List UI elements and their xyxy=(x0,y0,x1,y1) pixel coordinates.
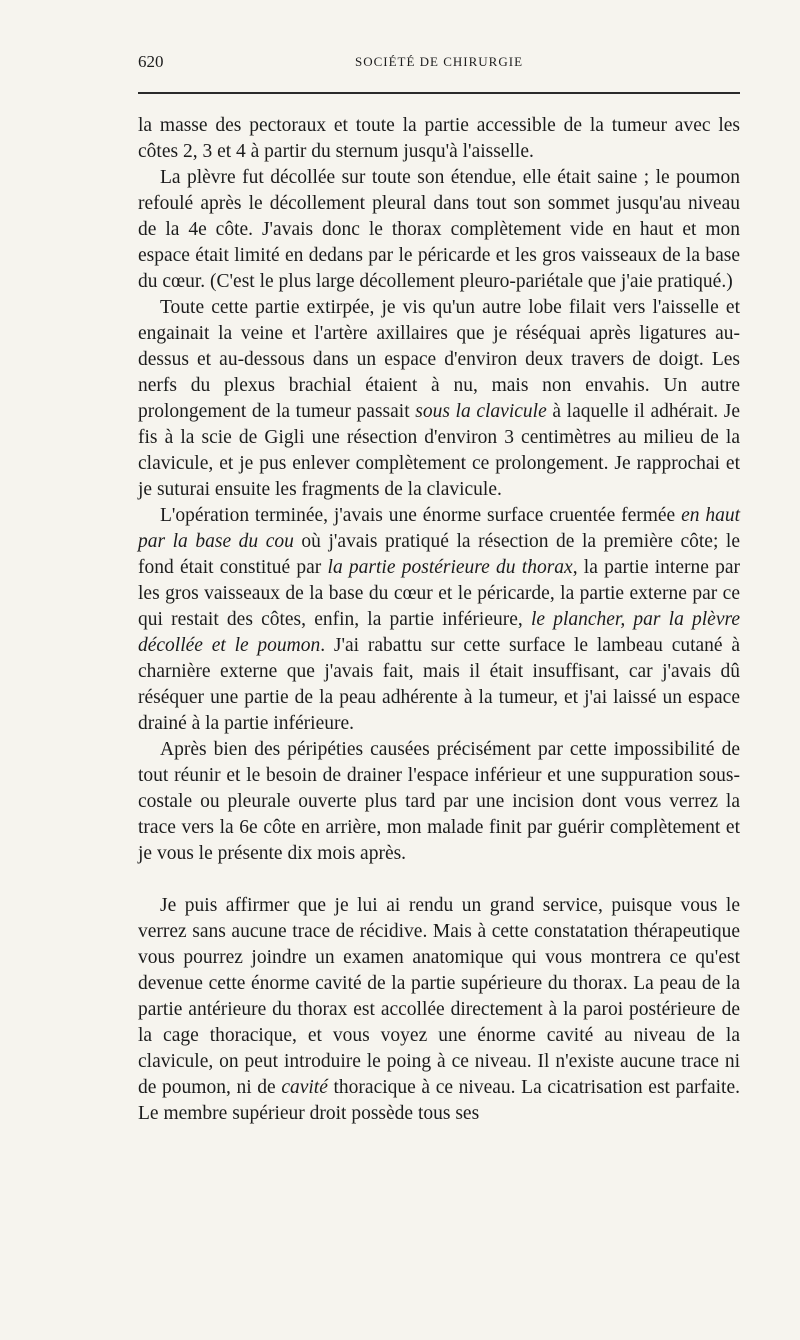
header-rule xyxy=(138,92,740,94)
italic-phrase: le plancher, par la plèvre décollée et le poumon xyxy=(138,609,741,656)
running-head: SOCIÉTÉ DE CHIRURGIE xyxy=(354,54,524,69)
paragraph: L'opération terminée, j'avais une énorme surface cruentée fermée en haut par la base du cou où j'avais pratiqué la résection de la première côte; le fond était constitué par la partie postérieure du thorax, la partie interne par les gros vaisseaux de la base du cœur et le péricarde, la partie externe par ce qui restait des côtes, enfin, la partie inférieure, le plancher, par la plèvre décollée et le poumon. J'ai rabattu sur cette surface le lambeau cutané à charnière externe que j'avais fait, mais il était insuffisant, car j'avais dû réséquer une partie de la peau adhérente à la tumeur, et j'ai laissé un espace drainé à la partie inférieure. xyxy=(138,505,741,734)
italic-phrase: sous la clavicule xyxy=(415,401,547,422)
page-header xyxy=(138,52,740,78)
page-number: 620 xyxy=(138,52,164,71)
paragraph: la masse des pectoraux et toute la partie accessible de la tumeur avec les côtes 2, 3 et 4 à partir du sternum jusqu'à l'aisselle. xyxy=(138,115,740,162)
italic-phrase: la partie postérieure du thorax xyxy=(327,557,573,578)
italic-phrase: cavité xyxy=(281,1077,328,1098)
body-text xyxy=(138,113,740,1127)
paragraph: Je puis affirmer que je lui ai rendu un grand service, puisque vous le verrez sans aucune trace de récidive. Mais à cette constatation thérapeutique vous pourrez joindre un examen anatomique qui vous montrera ce qu'est devenue cette énorme cavité de la partie supérieure du thorax. La peau de la partie antérieure du thorax est accollée directement à la paroi postérieure de la cage thoracique, et vous voyez une énorme cavité au niveau de la clavicule, on peut introduire le poing à ce niveau. Il n'existe aucune trace ni de poumon, ni de cavité thoracique à ce niveau. La cicatrisation est parfaite. Le membre supérieur droit possède tous ses xyxy=(138,895,740,1124)
paragraph: Après bien des péripéties causées précisément par cette impossibilité de tout réunir et le besoin de drainer l'espace inférieur et une suppuration sous-costale ou pleurale ouverte plus tard par une incision dont vous verrez la trace vers la 6e côte en arrière, mon malade finit par guérir complètement et je vous le présente dix mois après. xyxy=(138,739,740,864)
paragraph: La plèvre fut décollée sur toute son étendue, elle était saine ; le poumon refoulé après le décollement pleural dans tout son sommet jusqu'au niveau de la 4e côte. J'avais donc le thorax complètement vide en haut et mon espace était limité en dedans par le péricarde et les gros vaisseaux de la base du cœur. (C'est le plus large décollement pleuro-pariétale que j'aie pratiqué.) xyxy=(138,167,740,292)
paragraph: Toute cette partie extirpée, je vis qu'un autre lobe filait vers l'aisselle et engainait la veine et l'artère axillaires que je réséquai après ligatures au-dessus et au-dessous dans un espace d'environ deux travers de doigt. Les nerfs du plexus brachial étaient à nu, mais non envahis. Un autre prolongement de la tumeur passait sous la clavicule à laquelle il adhérait. Je fis à la scie de Gigli une résection d'environ 3 centimètres au milieu de la clavicule, et je pus enlever complètement ce prolongement. Je rapprochai et je suturai ensuite les fragments de la clavicule. xyxy=(138,297,741,500)
italic-phrase: en haut par la base du cou xyxy=(138,505,741,552)
